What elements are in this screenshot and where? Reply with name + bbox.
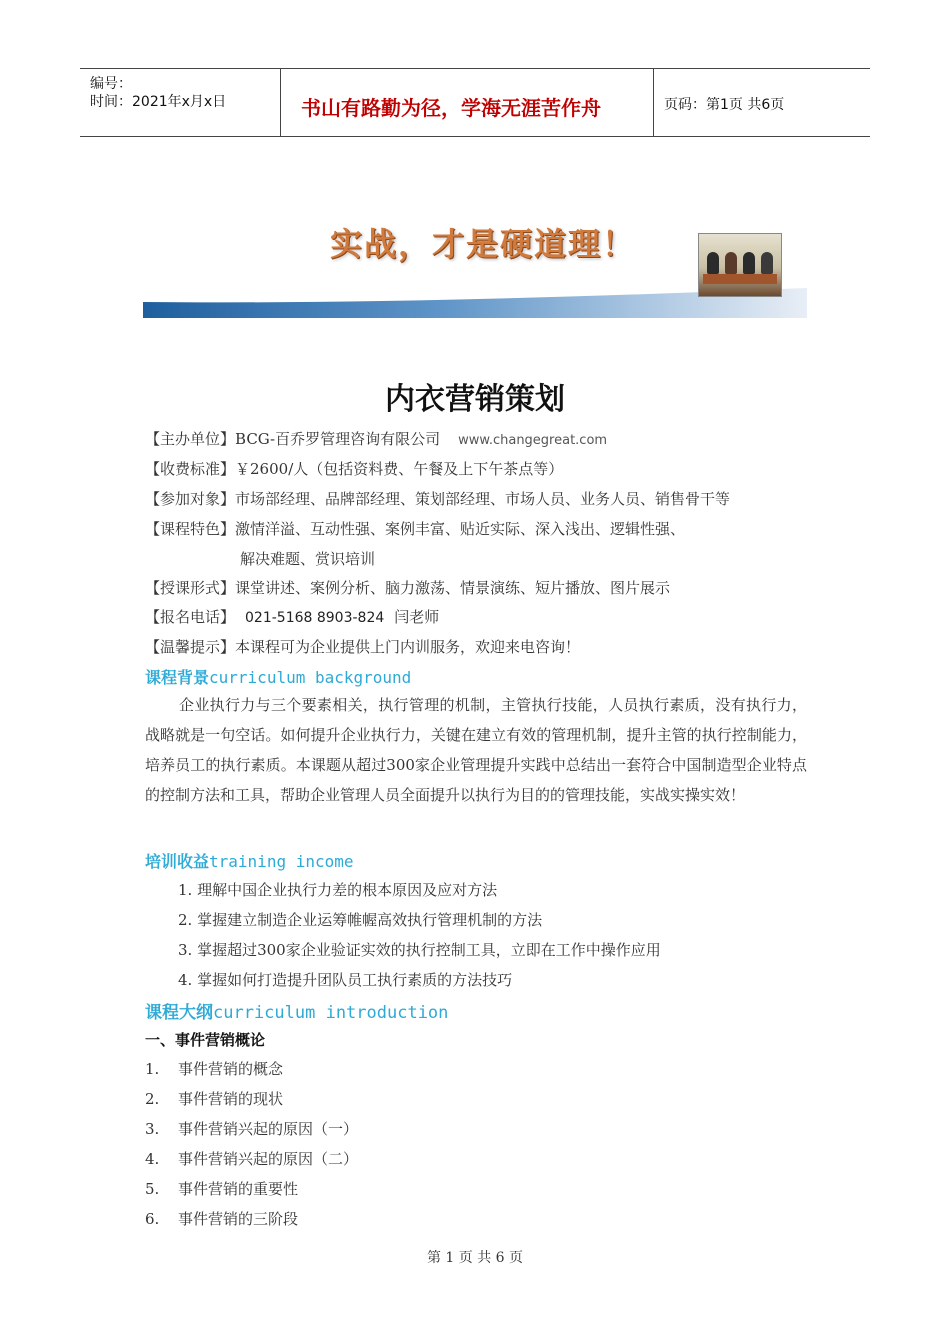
outline-heading-en: curriculum introduction bbox=[213, 1003, 449, 1023]
outline-item-text: 事件营销的现状 bbox=[178, 1090, 284, 1108]
info-tip bbox=[145, 636, 580, 657]
outline-item-number: 2. bbox=[145, 1090, 160, 1108]
outline-item bbox=[145, 1088, 283, 1109]
phone-label: 【报名电话】 bbox=[145, 608, 236, 626]
features-label: 【课程特色】 bbox=[145, 520, 236, 538]
number-label: 编号： bbox=[90, 76, 132, 92]
format-label: 【授课形式】 bbox=[145, 579, 236, 597]
fee-label: 【收费标准】 bbox=[145, 460, 236, 478]
contact-name: 闫老师 bbox=[394, 608, 440, 626]
outline-item-number: 6. bbox=[145, 1210, 160, 1228]
header-page-cell bbox=[654, 69, 870, 136]
outline-item-number: 3. bbox=[145, 1120, 160, 1138]
benefit-item: 1. 理解中国企业执行力差的根本原因及应对方法 bbox=[178, 881, 498, 899]
banner-slogan: 实战，才是硬道理！ bbox=[330, 225, 637, 263]
benefits-heading-cn: 培训收益 bbox=[145, 852, 210, 871]
background-heading-en: curriculum background bbox=[209, 668, 412, 687]
banner bbox=[143, 205, 807, 320]
tip-value: 本课程可为企业提供上门内训服务，欢迎来电咨询！ bbox=[235, 638, 581, 656]
header-table bbox=[80, 68, 870, 137]
host-label: 【主办单位】 bbox=[145, 430, 236, 448]
audience-value: 市场部经理、品牌部经理、策划部经理、市场人员、业务人员、销售骨干等 bbox=[235, 490, 731, 508]
outline-section-title: 一、事件营销概论 bbox=[145, 1031, 266, 1049]
page-title: 内衣营销策划 bbox=[385, 382, 565, 417]
outline-item-text: 事件营销兴起的原因（二） bbox=[178, 1150, 359, 1168]
phone-number: 021-5168 8903-824 bbox=[245, 610, 385, 626]
section-heading-background bbox=[145, 665, 411, 688]
header-motto-cell bbox=[281, 69, 654, 136]
info-audience bbox=[145, 488, 730, 509]
info-fee bbox=[145, 458, 563, 479]
features-value-2: 解决难题、赏识培训 bbox=[240, 550, 376, 568]
features-value-1: 激情洋溢、互动性强、案例丰富、贴近实际、深入浅出、逻辑性强、 bbox=[235, 520, 686, 538]
outline-item bbox=[145, 1148, 358, 1169]
info-features bbox=[145, 518, 685, 539]
benefit-item: 3. 掌握超过300家企业验证实效的执行控制工具，立即在工作中操作应用 bbox=[178, 941, 661, 959]
outline-item bbox=[145, 1118, 358, 1139]
website-link[interactable]: www.changegreat.com bbox=[458, 433, 608, 448]
outline-item bbox=[145, 1058, 283, 1079]
outline-item bbox=[145, 1178, 298, 1199]
info-host bbox=[145, 428, 607, 449]
outline-item-number: 5. bbox=[145, 1180, 160, 1198]
outline-item-text: 事件营销的概念 bbox=[178, 1060, 284, 1078]
header-left-cell bbox=[80, 69, 281, 136]
outline-item-text: 事件营销的三阶段 bbox=[178, 1210, 299, 1228]
background-heading-cn: 课程背景 bbox=[145, 668, 210, 687]
outline-item-number: 4. bbox=[145, 1150, 160, 1168]
background-paragraph: 企业执行力与三个要素相关，执行管理的机制，主管执行技能，人员执行素质，没有执行力，战略就是一句空话。如何提升企业执行力，关键在建立有效的管理机制，提升主管的执行控制能力，培养员工的执行素质。本课题从超过300家企业管理提升实践中总结出一套符合中国制造型企业特点的控制方法和工具，帮助企业管理人员全面提升以执行为目的的管理技能，实战实操实效！ bbox=[145, 696, 807, 804]
page-footer: 第 1 页 共 6 页 bbox=[426, 1250, 524, 1266]
page-info: 页码：第1页 共6页 bbox=[664, 97, 785, 113]
host-value: BCG-百乔罗管理咨询有限公司 bbox=[235, 430, 441, 448]
outline-item bbox=[145, 1208, 298, 1229]
fee-value: ￥2600/人（包括资料费、午餐及上下午茶点等） bbox=[235, 460, 564, 478]
format-value: 课堂讲述、案例分析、脑力激荡、情景演练、短片播放、图片展示 bbox=[235, 579, 671, 597]
outline-item-number: 1. bbox=[145, 1060, 160, 1078]
outline-item-text: 事件营销兴起的原因（一） bbox=[178, 1120, 359, 1138]
audience-label: 【参加对象】 bbox=[145, 490, 236, 508]
section-heading-outline bbox=[145, 998, 448, 1023]
benefit-item: 2. 掌握建立制造企业运筹帷幄高效执行管理机制的方法 bbox=[178, 911, 543, 929]
info-format bbox=[145, 577, 670, 598]
outline-item-text: 事件营销的重要性 bbox=[178, 1180, 299, 1198]
section-heading-benefits bbox=[145, 849, 354, 872]
info-phone bbox=[145, 606, 439, 627]
outline-heading-cn: 课程大纲 bbox=[145, 1003, 213, 1023]
benefits-heading-en: training income bbox=[209, 852, 354, 871]
tip-label: 【温馨提示】 bbox=[145, 638, 236, 656]
time-label: 时间：2021年x月x日 bbox=[90, 94, 227, 110]
benefit-item: 4. 掌握如何打造提升团队员工执行素质的方法技巧 bbox=[178, 971, 513, 989]
meeting-photo bbox=[698, 233, 782, 297]
motto-text: 书山有路勤为径，学海无涯苦作舟 bbox=[301, 96, 601, 120]
